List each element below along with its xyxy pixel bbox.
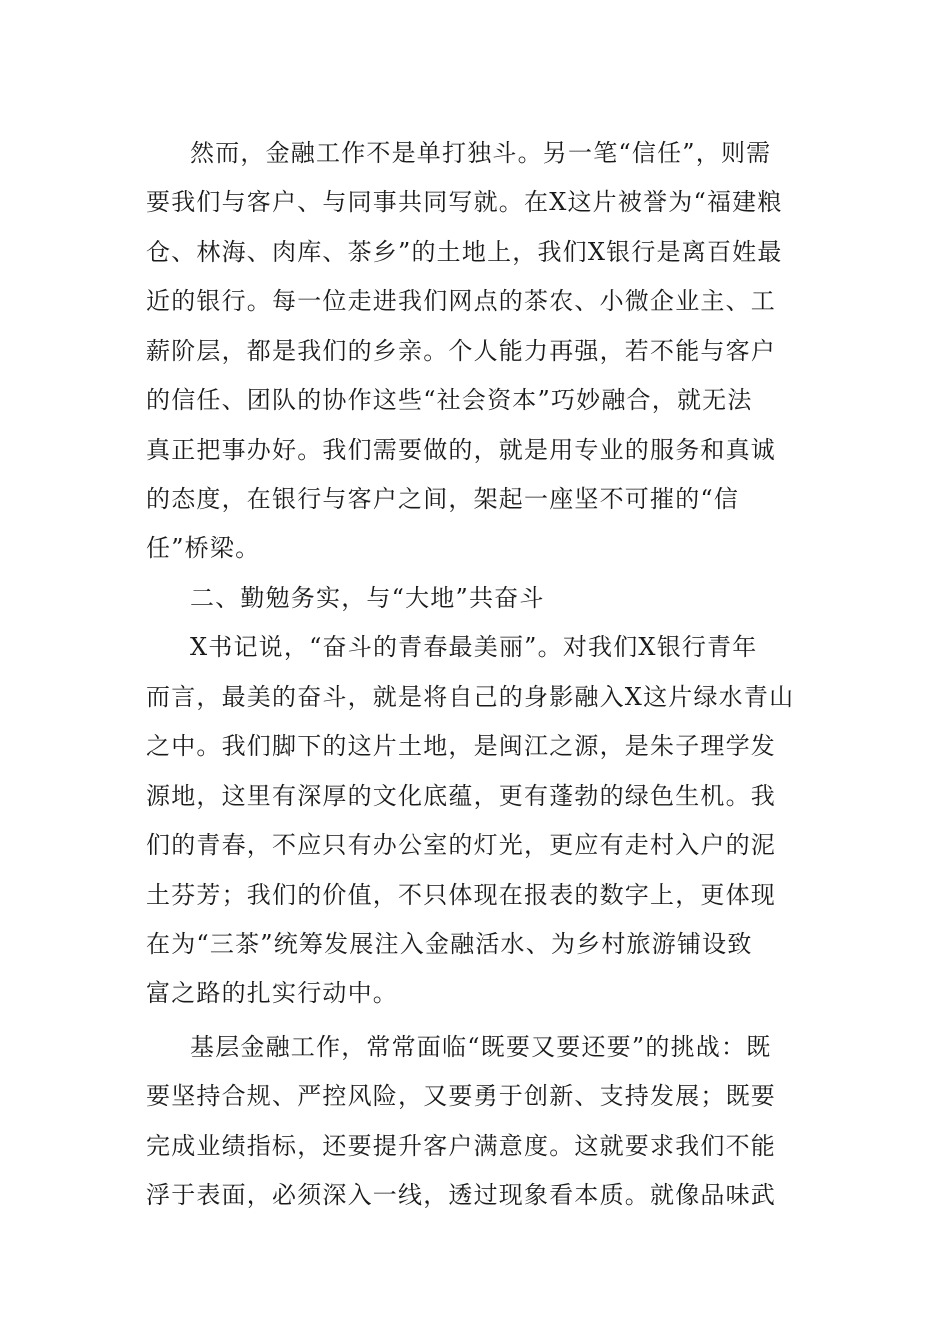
paragraph-line: 浮于表面，必须深入一线，透过现象看本质。就像品味武 <box>146 1181 776 1209</box>
paragraph-line: 薪阶层，都是我们的乡亲。个人能力再强，若不能与客户 <box>146 337 776 365</box>
paragraph-line: 完成业绩指标，还要提升客户满意度。这就要求我们不能 <box>146 1132 776 1160</box>
paragraph-line: 基层金融工作，常常面临“既要又要还要”的挑战：既 <box>190 1033 772 1061</box>
paragraph-line: X书记说，“奋斗的青春最美丽”。对我们X银行青年 <box>190 633 758 661</box>
paragraph-line: 之中。我们脚下的这片土地，是闽江之源，是朱子理学发 <box>146 732 776 760</box>
paragraph-line: 们的青春，不应只有办公室的灯光，更应有走村入户的泥 <box>146 831 776 859</box>
paragraph-line: 真正把事办好。我们需要做的，就是用专业的服务和真诚 <box>146 436 776 464</box>
paragraph-line: 然而，金融工作不是单打独斗。另一笔“信任”，则需 <box>190 139 772 167</box>
paragraph-line: 仓、林海、肉库、茶乡”的土地上，我们X银行是离百姓最 <box>146 238 783 266</box>
paragraph-line: 在为“三茶”统筹发展注入金融活水、为乡村旅游铺设致 <box>146 930 753 958</box>
paragraph-line: 近的银行。每一位走进我们网点的茶农、小微企业主、工 <box>146 287 776 315</box>
paragraph-line: 要坚持合规、严控风险，又要勇于创新、支持发展；既要 <box>146 1082 776 1110</box>
paragraph-line: 土芬芳；我们的价值，不只体现在报表的数字上，更体现 <box>146 881 776 909</box>
paragraph-line: 任”桥梁。 <box>146 534 261 562</box>
section-heading: 二、勤勉务实，与“大地”共奋斗 <box>190 584 545 612</box>
paragraph-line: 而言，最美的奋斗，就是将自己的身影融入X这片绿水青山 <box>146 683 795 711</box>
paragraph-line: 的态度，在银行与客户之间，架起一座坚不可摧的“信 <box>146 485 740 513</box>
paragraph-line: 富之路的扎实行动中。 <box>146 979 398 1007</box>
paragraph-line: 的信任、团队的协作这些“社会资本”巧妙融合，就无法 <box>146 386 753 414</box>
paragraph-line: 要我们与客户、与同事共同写就。在X这片被誉为“福建粮 <box>146 188 783 216</box>
paragraph-line: 源地，这里有深厚的文化底蕴，更有蓬勃的绿色生机。我 <box>146 782 776 810</box>
